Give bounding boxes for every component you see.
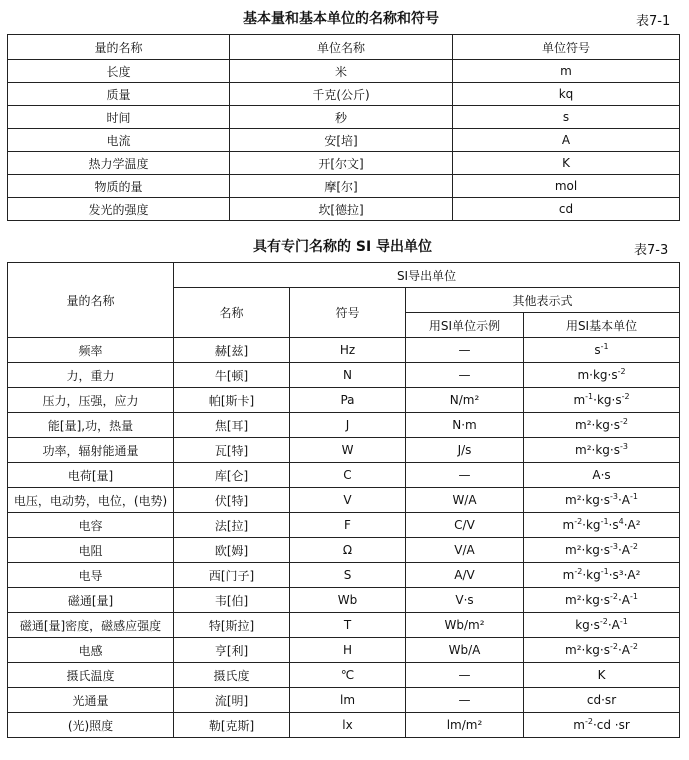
table2-header-si-example: 用SI单位示例 xyxy=(406,313,524,338)
si-example-cell: — xyxy=(406,338,524,363)
symbol-cell: V xyxy=(290,488,406,513)
si-example-cell: J/s xyxy=(406,438,524,463)
table-row xyxy=(8,613,680,638)
table-row xyxy=(8,388,680,413)
quantity-cell: 功率，辐射能通量 xyxy=(8,438,174,463)
si-base-cell: $m^2\cdot kg\cdot s^{-3}$ xyxy=(524,438,680,463)
table-row xyxy=(8,588,680,613)
table-row xyxy=(8,198,680,221)
si-base-cell: $m^2\cdot kg\cdot s^{-2}\cdot A^{-2}$ xyxy=(524,638,680,663)
si-base-cell: $m^2\cdot kg\cdot s^{-3}\cdot A^{-2}$ xyxy=(524,538,680,563)
si-base-cell: $m^2\cdot kg\cdot s^{-3}\cdot A^{-1}$ xyxy=(524,488,680,513)
si-base-cell: $m^2\cdot kg\cdot s^{-2}$ xyxy=(524,413,680,438)
symbol-cell: lm xyxy=(290,688,406,713)
si-example-cell: V·s xyxy=(406,588,524,613)
table2-header-quantity: 量的名称 xyxy=(8,263,174,338)
table-row xyxy=(8,60,680,83)
si-base-cell: $m^{-2}\cdot kg^{-1}\cdot s^4\cdot A^2$ xyxy=(524,513,680,538)
table-row xyxy=(8,363,680,388)
symbol-cell: Pa xyxy=(290,388,406,413)
table-row xyxy=(8,438,680,463)
unit-name-cell: 开[尔文] xyxy=(230,152,453,175)
symbol-cell: Wb xyxy=(290,588,406,613)
table1-header-row xyxy=(8,35,680,60)
si-base-cell: K xyxy=(524,663,680,688)
name-cell: 摄氏度 xyxy=(174,663,290,688)
name-cell: 瓦[特] xyxy=(174,438,290,463)
si-example-cell: N·m xyxy=(406,413,524,438)
symbol-cell: Hz xyxy=(290,338,406,363)
table2-header-row-1 xyxy=(8,263,680,288)
name-cell: 勒[克斯] xyxy=(174,713,290,738)
si-example-cell: — xyxy=(406,663,524,688)
table1-header-unit-name: 单位名称 xyxy=(230,35,453,60)
symbol-cell: T xyxy=(290,613,406,638)
si-base-cell: $m^{-2}\cdot kg^{-1}\cdot s^3\cdot A^2$ xyxy=(524,563,680,588)
quantity-cell: 摄氏温度 xyxy=(8,663,174,688)
unit-symbol-cell: s xyxy=(453,106,680,129)
symbol-cell: H xyxy=(290,638,406,663)
quantity-cell: 质量 xyxy=(8,83,230,106)
quantity-cell: 力，重力 xyxy=(8,363,174,388)
quantity-cell: 电流 xyxy=(8,129,230,152)
table1-header-quantity: 量的名称 xyxy=(8,35,230,60)
name-cell: 西[门子] xyxy=(174,563,290,588)
table-row xyxy=(8,152,680,175)
table1-number: 表7-1 xyxy=(636,14,671,29)
name-cell: 韦[伯] xyxy=(174,588,290,613)
table2-header-other-forms: 其他表示式 xyxy=(406,288,680,313)
table-row xyxy=(8,713,680,738)
si-example-cell: A/V xyxy=(406,563,524,588)
table1 xyxy=(7,34,680,221)
si-example-cell: V/A xyxy=(406,538,524,563)
si-example-cell: C/V xyxy=(406,513,524,538)
unit-name-cell: 米 xyxy=(230,60,453,83)
name-cell: 亨[利] xyxy=(174,638,290,663)
table2-number: 表7-3 xyxy=(634,243,669,258)
quantity-cell: 磁通[量]密度，磁感应强度 xyxy=(8,613,174,638)
table-row xyxy=(8,538,680,563)
si-base-cell: $m\cdot kg\cdot s^{-2}$ xyxy=(524,363,680,388)
si-example-cell: — xyxy=(406,463,524,488)
name-cell: 赫[兹] xyxy=(174,338,290,363)
symbol-cell: W xyxy=(290,438,406,463)
name-cell: 法[拉] xyxy=(174,513,290,538)
quantity-cell: 磁通[量] xyxy=(8,588,174,613)
quantity-cell: 压力，压强，应力 xyxy=(8,388,174,413)
symbol-cell: Ω xyxy=(290,538,406,563)
table-row xyxy=(8,413,680,438)
si-base-cell: $m^{-1}\cdot kg\cdot s^{-2}$ xyxy=(524,388,680,413)
table-row xyxy=(8,638,680,663)
si-example-cell: N/m² xyxy=(406,388,524,413)
name-cell: 特[斯拉] xyxy=(174,613,290,638)
unit-name-cell: 秒 xyxy=(230,106,453,129)
si-example-cell: W/A xyxy=(406,488,524,513)
unit-name-cell: 坎[德拉] xyxy=(230,198,453,221)
table2-title: 具有专门名称的 SI 导出单位 xyxy=(253,239,433,255)
name-cell: 伏[特] xyxy=(174,488,290,513)
si-example-cell: — xyxy=(406,363,524,388)
quantity-cell: 电阻 xyxy=(8,538,174,563)
name-cell: 欧[姆] xyxy=(174,538,290,563)
table-row xyxy=(8,463,680,488)
name-cell: 帕[斯卡] xyxy=(174,388,290,413)
si-example-cell: Wb/m² xyxy=(406,613,524,638)
unit-name-cell: 千克(公斤) xyxy=(230,83,453,106)
quantity-cell: 电容 xyxy=(8,513,174,538)
table1-title: 基本量和基本单位的名称和符号 xyxy=(243,11,439,27)
name-cell: 牛[顿] xyxy=(174,363,290,388)
table-row xyxy=(8,663,680,688)
si-example-cell: lm/m² xyxy=(406,713,524,738)
table-row xyxy=(8,83,680,106)
si-base-cell: $s^{-1}$ xyxy=(524,338,680,363)
table1-header-unit-symbol: 单位符号 xyxy=(453,35,680,60)
table-row xyxy=(8,175,680,198)
unit-symbol-cell: mol xyxy=(453,175,680,198)
table-row xyxy=(8,513,680,538)
symbol-cell: ℃ xyxy=(290,663,406,688)
table-row xyxy=(8,129,680,152)
table-row xyxy=(8,688,680,713)
unit-name-cell: 安[培] xyxy=(230,129,453,152)
quantity-cell: 电感 xyxy=(8,638,174,663)
table2-header-symbol: 符号 xyxy=(290,288,406,338)
quantity-cell: 光通量 xyxy=(8,688,174,713)
quantity-cell: 电荷[量] xyxy=(8,463,174,488)
table2-header-si-base: 用SI基本单位 xyxy=(524,313,680,338)
name-cell: 流[明] xyxy=(174,688,290,713)
name-cell: 库[仑] xyxy=(174,463,290,488)
si-base-cell: cd·sr xyxy=(524,688,680,713)
symbol-cell: F xyxy=(290,513,406,538)
quantity-cell: 时间 xyxy=(8,106,230,129)
table-row xyxy=(8,488,680,513)
quantity-cell: 长度 xyxy=(8,60,230,83)
quantity-cell: 能[量],功，热量 xyxy=(8,413,174,438)
table2 xyxy=(7,262,680,738)
quantity-cell: 电导 xyxy=(8,563,174,588)
table-row xyxy=(8,106,680,129)
si-base-cell: $m^{-2}\cdot cd \cdot sr$ xyxy=(524,713,680,738)
unit-symbol-cell: m xyxy=(453,60,680,83)
table-row xyxy=(8,338,680,363)
symbol-cell: S xyxy=(290,563,406,588)
si-base-cell: $m^2\cdot kg\cdot s^{-2}\cdot A^{-1}$ xyxy=(524,588,680,613)
table-row xyxy=(8,563,680,588)
si-base-cell: $kg\cdot s^{-2}\cdot A^{-1}$ xyxy=(524,613,680,638)
si-base-cell: A·s xyxy=(524,463,680,488)
symbol-cell: lx xyxy=(290,713,406,738)
unit-name-cell: 摩[尔] xyxy=(230,175,453,198)
quantity-cell: 频率 xyxy=(8,338,174,363)
name-cell: 焦[耳] xyxy=(174,413,290,438)
unit-symbol-cell: kq xyxy=(453,83,680,106)
quantity-cell: (光)照度 xyxy=(8,713,174,738)
quantity-cell: 物质的量 xyxy=(8,175,230,198)
table2-header-name: 名称 xyxy=(174,288,290,338)
quantity-cell: 发光的强度 xyxy=(8,198,230,221)
unit-symbol-cell: cd xyxy=(453,198,680,221)
si-example-cell: — xyxy=(406,688,524,713)
symbol-cell: J xyxy=(290,413,406,438)
symbol-cell: C xyxy=(290,463,406,488)
quantity-cell: 热力学温度 xyxy=(8,152,230,175)
si-example-cell: Wb/A xyxy=(406,638,524,663)
unit-symbol-cell: A xyxy=(453,129,680,152)
table2-header-si-derived: SI导出单位 xyxy=(174,263,680,288)
unit-symbol-cell: K xyxy=(453,152,680,175)
quantity-cell: 电压，电动势，电位，(电势) xyxy=(8,488,174,513)
symbol-cell: N xyxy=(290,363,406,388)
